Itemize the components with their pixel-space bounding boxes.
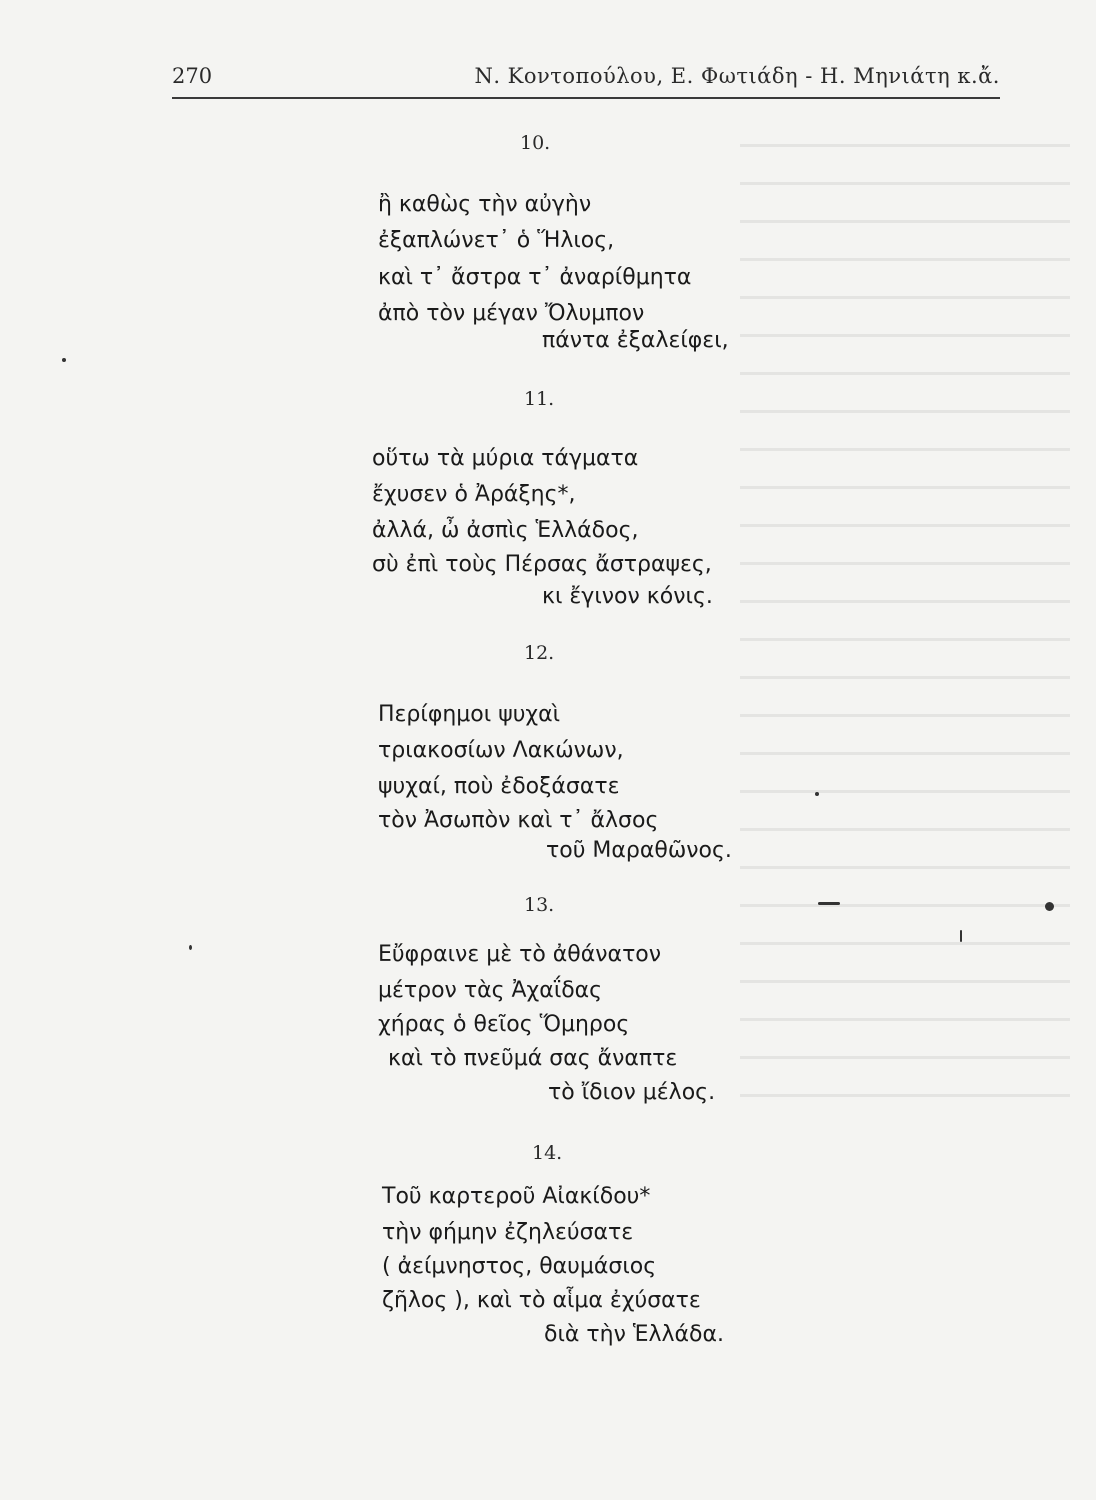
verse-line: ψυχαί, ποὺ ἐδοξάσατε <box>378 774 620 799</box>
verse-line: κι ἔγινον κόνις. <box>542 584 713 609</box>
scan-speck <box>960 930 962 942</box>
verse-line: ζῆλος ), καὶ τὸ αἷμα ἐχύσατε <box>382 1288 701 1313</box>
verse-line: μέτρον τὰς Ἀχαΐδας <box>378 978 603 1003</box>
page-number: 270 <box>172 64 213 88</box>
verse-line: πάντα ἐξαλείφει, <box>542 328 729 353</box>
verse-line: ἢ καθὼς τὴν αὐγὴν <box>378 192 592 217</box>
verse-line: τὴν φήμην ἐζηλεύσατε <box>382 1220 634 1245</box>
verse-line: ἀπὸ τὸν μέγαν Ὄλυμπον <box>378 301 645 326</box>
scan-speck <box>818 902 840 905</box>
verse-line: τοῦ Μαραθῶνος. <box>546 838 732 863</box>
verse-line: σὺ ἐπὶ τοὺς Πέρσας ἄστραψες, <box>372 552 712 577</box>
verse-line: Εὔφραινε μὲ τὸ ἀθάνατον <box>378 942 662 967</box>
scan-speck <box>1045 902 1054 911</box>
verse-line: Τοῦ καρτεροῦ Αἰακίδου* <box>382 1184 651 1209</box>
verse-line: χήρας ὁ θεῖος Ὅμηρος <box>378 1012 630 1037</box>
scan-speck <box>815 792 819 796</box>
scan-speck <box>62 358 66 362</box>
verse-line: τὸ ἴδιον μέλος. <box>548 1080 716 1105</box>
stanza-number: 12. <box>524 642 555 664</box>
scan-speck <box>189 945 192 950</box>
stanza-number: 10. <box>520 132 551 154</box>
verse-line: ἔχυσεν ὁ Ἀράξης*, <box>372 482 576 507</box>
running-title: Ν. Κοντοπούλου, Ε. Φωτιάδη - Η. Μηνιάτη κ.ἄ. <box>474 64 1000 88</box>
bleed-through-text <box>740 120 1070 1100</box>
header-rule <box>172 97 1000 99</box>
verse-line: οὕτω τὰ μύρια τάγματα <box>372 446 639 471</box>
verse-line: ἐξαπλώνετ᾽ ὁ Ἥλιος, <box>378 228 615 253</box>
verse-line: καὶ τ᾽ ἄστρα τ᾽ ἀναρίθμητα <box>378 265 692 290</box>
verse-line: ( ἀείμνηστος, θαυμάσιος <box>382 1254 657 1279</box>
page-header <box>172 64 1000 96</box>
stanza-number: 14. <box>532 1142 563 1164</box>
verse-line: ἀλλά, ὦ ἀσπὶς Ἑλλάδος, <box>372 518 639 543</box>
stanza-number: 13. <box>524 894 555 916</box>
stanza-number: 11. <box>524 388 555 410</box>
verse-line: Περίφημοι ψυχαὶ <box>378 702 561 727</box>
verse-line: τριακοσίων Λακώνων, <box>378 738 624 763</box>
verse-line: καὶ τὸ πνεῦμά σας ἄναπτε <box>388 1046 678 1071</box>
verse-line: τὸν Ἀσωπὸν καὶ τ᾽ ἄλσος <box>378 808 659 833</box>
verse-line: διὰ τὴν Ἑλλάδα. <box>544 1322 725 1347</box>
